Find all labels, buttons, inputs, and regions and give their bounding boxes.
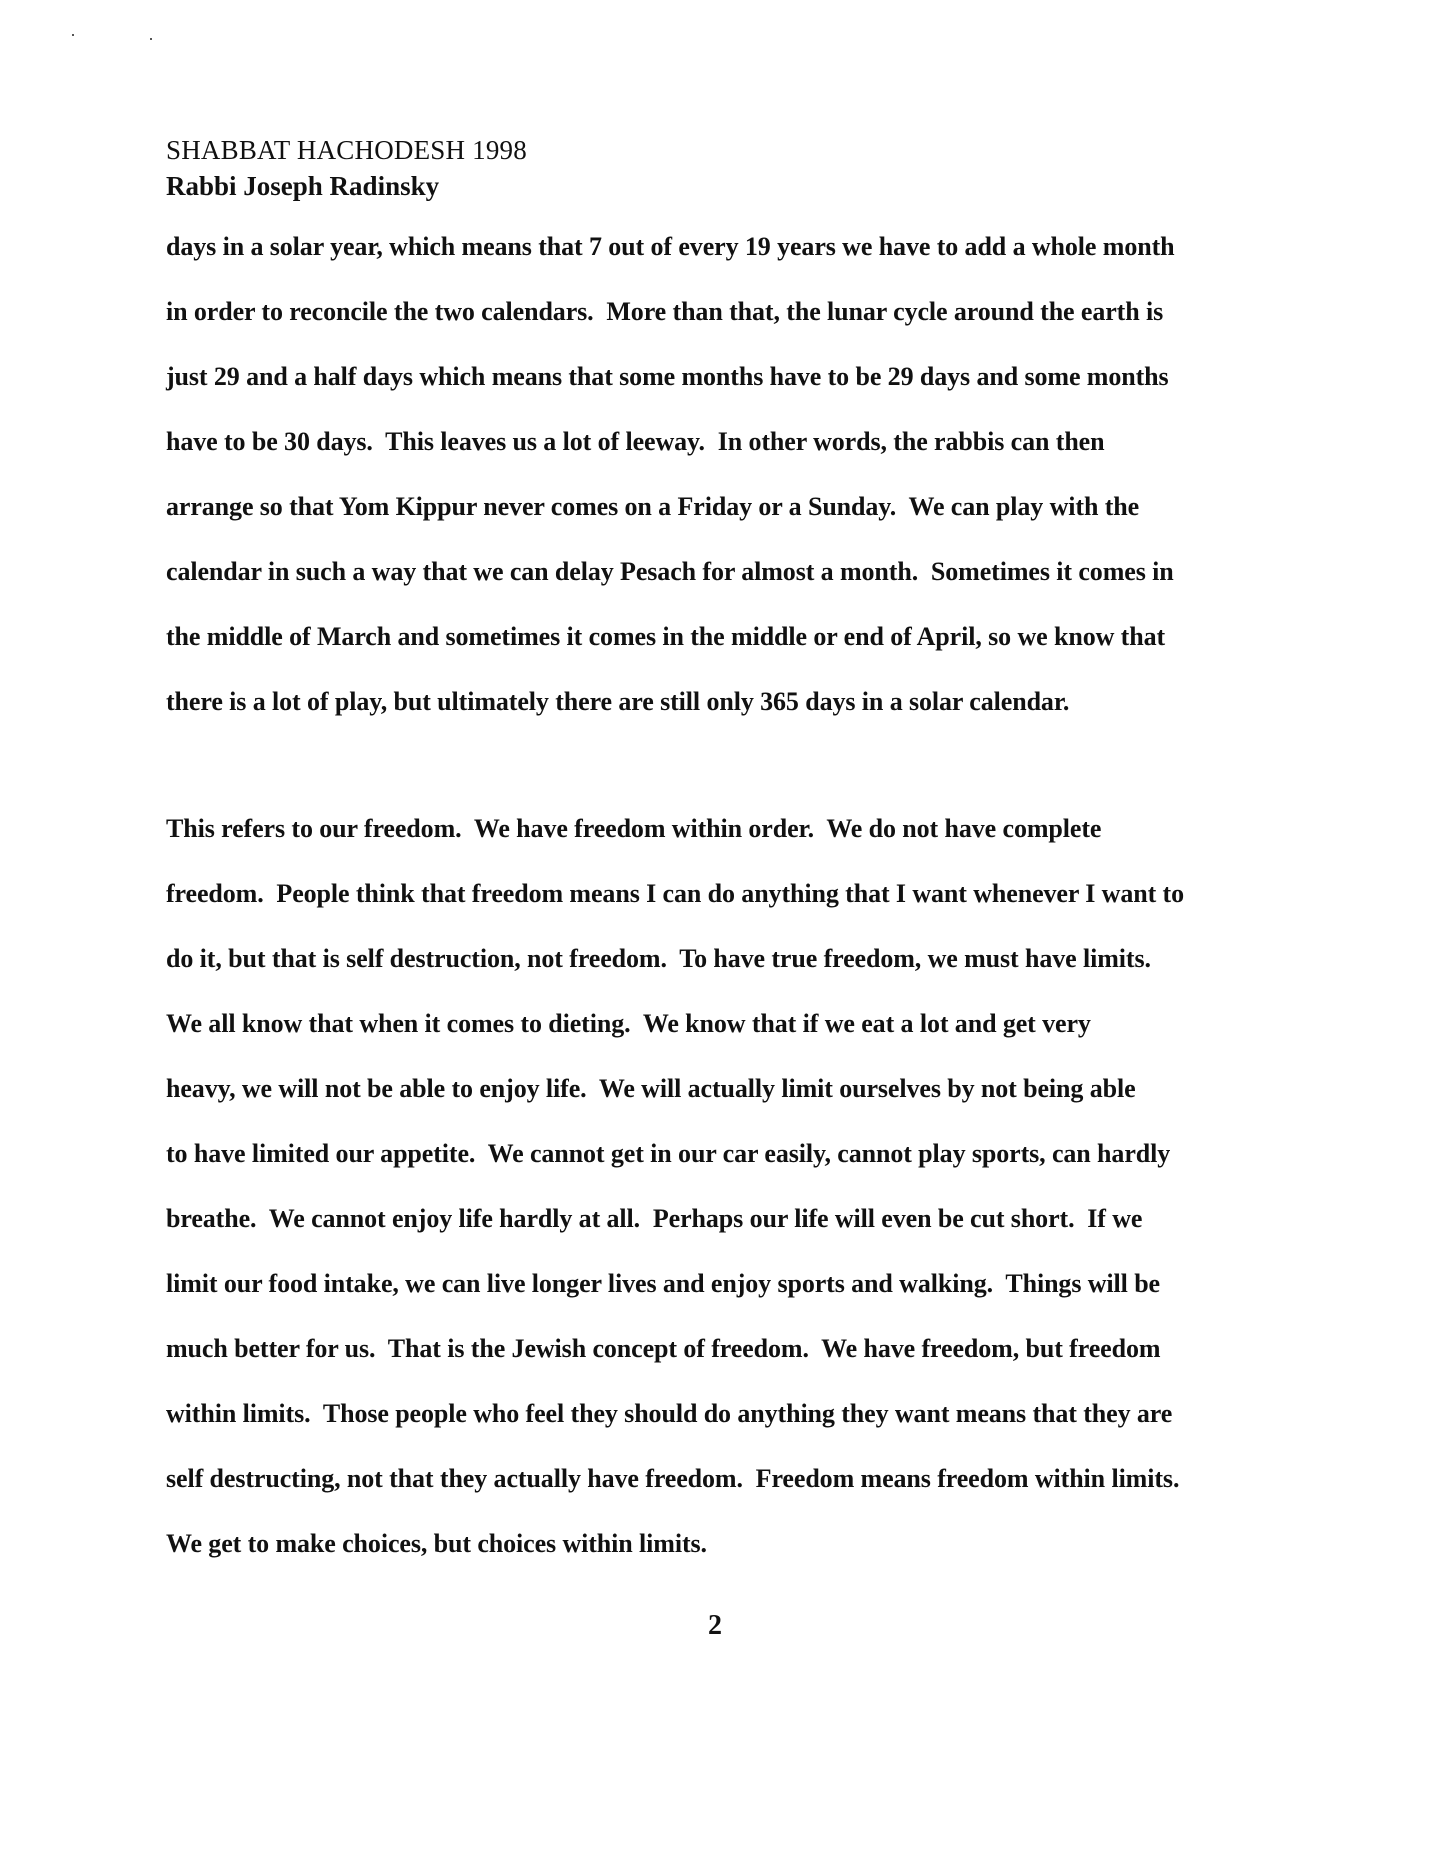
text-line: calendar in such a way that we can delay Pesach for almost a month. Sometimes it comes in bbox=[166, 557, 1174, 586]
page-number: 2 bbox=[708, 1610, 722, 1641]
text-line: arrange so that Yom Kippur never comes on a Friday or a Sunday. We can play with the bbox=[166, 492, 1140, 521]
document-header bbox=[166, 132, 527, 204]
text-line: have to be 30 days. This leaves us a lot of leeway. In other words, the rabbis can then bbox=[166, 427, 1105, 456]
text-line: freedom. People think that freedom means I can do anything that I want whenever I want to bbox=[166, 879, 1185, 908]
text-line: We all know that when it comes to dieting. We know that if we eat a lot and get very bbox=[166, 1009, 1091, 1038]
text-line: there is a lot of play, but ultimately there are still only 365 days in a solar calendar. bbox=[166, 687, 1070, 716]
text-line: within limits. Those people who feel they should do anything they want means that they are bbox=[166, 1399, 1173, 1428]
text-line: in order to reconcile the two calendars. More than that, the lunar cycle around the earth is bbox=[166, 297, 1164, 326]
scan-speck bbox=[150, 38, 152, 40]
scan-speck bbox=[72, 34, 74, 36]
text-line: We get to make choices, but choices within limits. bbox=[166, 1529, 707, 1558]
text-line: self destructing, not that they actually have freedom. Freedom means freedom within limits. bbox=[166, 1464, 1180, 1493]
text-line: just 29 and a half days which means that some months have to be 29 days and some months bbox=[166, 362, 1169, 391]
text-line: to have limited our appetite. We cannot get in our car easily, cannot play sports, can hardly bbox=[166, 1139, 1171, 1168]
document-author: Rabbi Joseph Radinsky bbox=[166, 171, 440, 201]
text-line: heavy, we will not be able to enjoy life. We will actually limit ourselves by not being able bbox=[166, 1074, 1136, 1103]
text-line: limit our food intake, we can live longer lives and enjoy sports and walking. Things will be bbox=[166, 1269, 1160, 1298]
text-line: breathe. We cannot enjoy life hardly at all. Perhaps our life will even be cut short. If we bbox=[166, 1204, 1143, 1233]
text-line: do it, but that is self destruction, not freedom. To have true freedom, we must have limits. bbox=[166, 944, 1151, 973]
text-line: This refers to our freedom. We have freedom within order. We do not have complete bbox=[166, 814, 1102, 843]
text-line: the middle of March and sometimes it comes in the middle or end of April, so we know that bbox=[166, 622, 1166, 651]
text-line: days in a solar year, which means that 7 out of every 19 years we have to add a whole month bbox=[166, 232, 1175, 261]
document-title: SHABBAT HACHODESH 1998 bbox=[166, 135, 527, 165]
text-line: much better for us. That is the Jewish concept of freedom. We have freedom, but freedom bbox=[166, 1334, 1161, 1363]
